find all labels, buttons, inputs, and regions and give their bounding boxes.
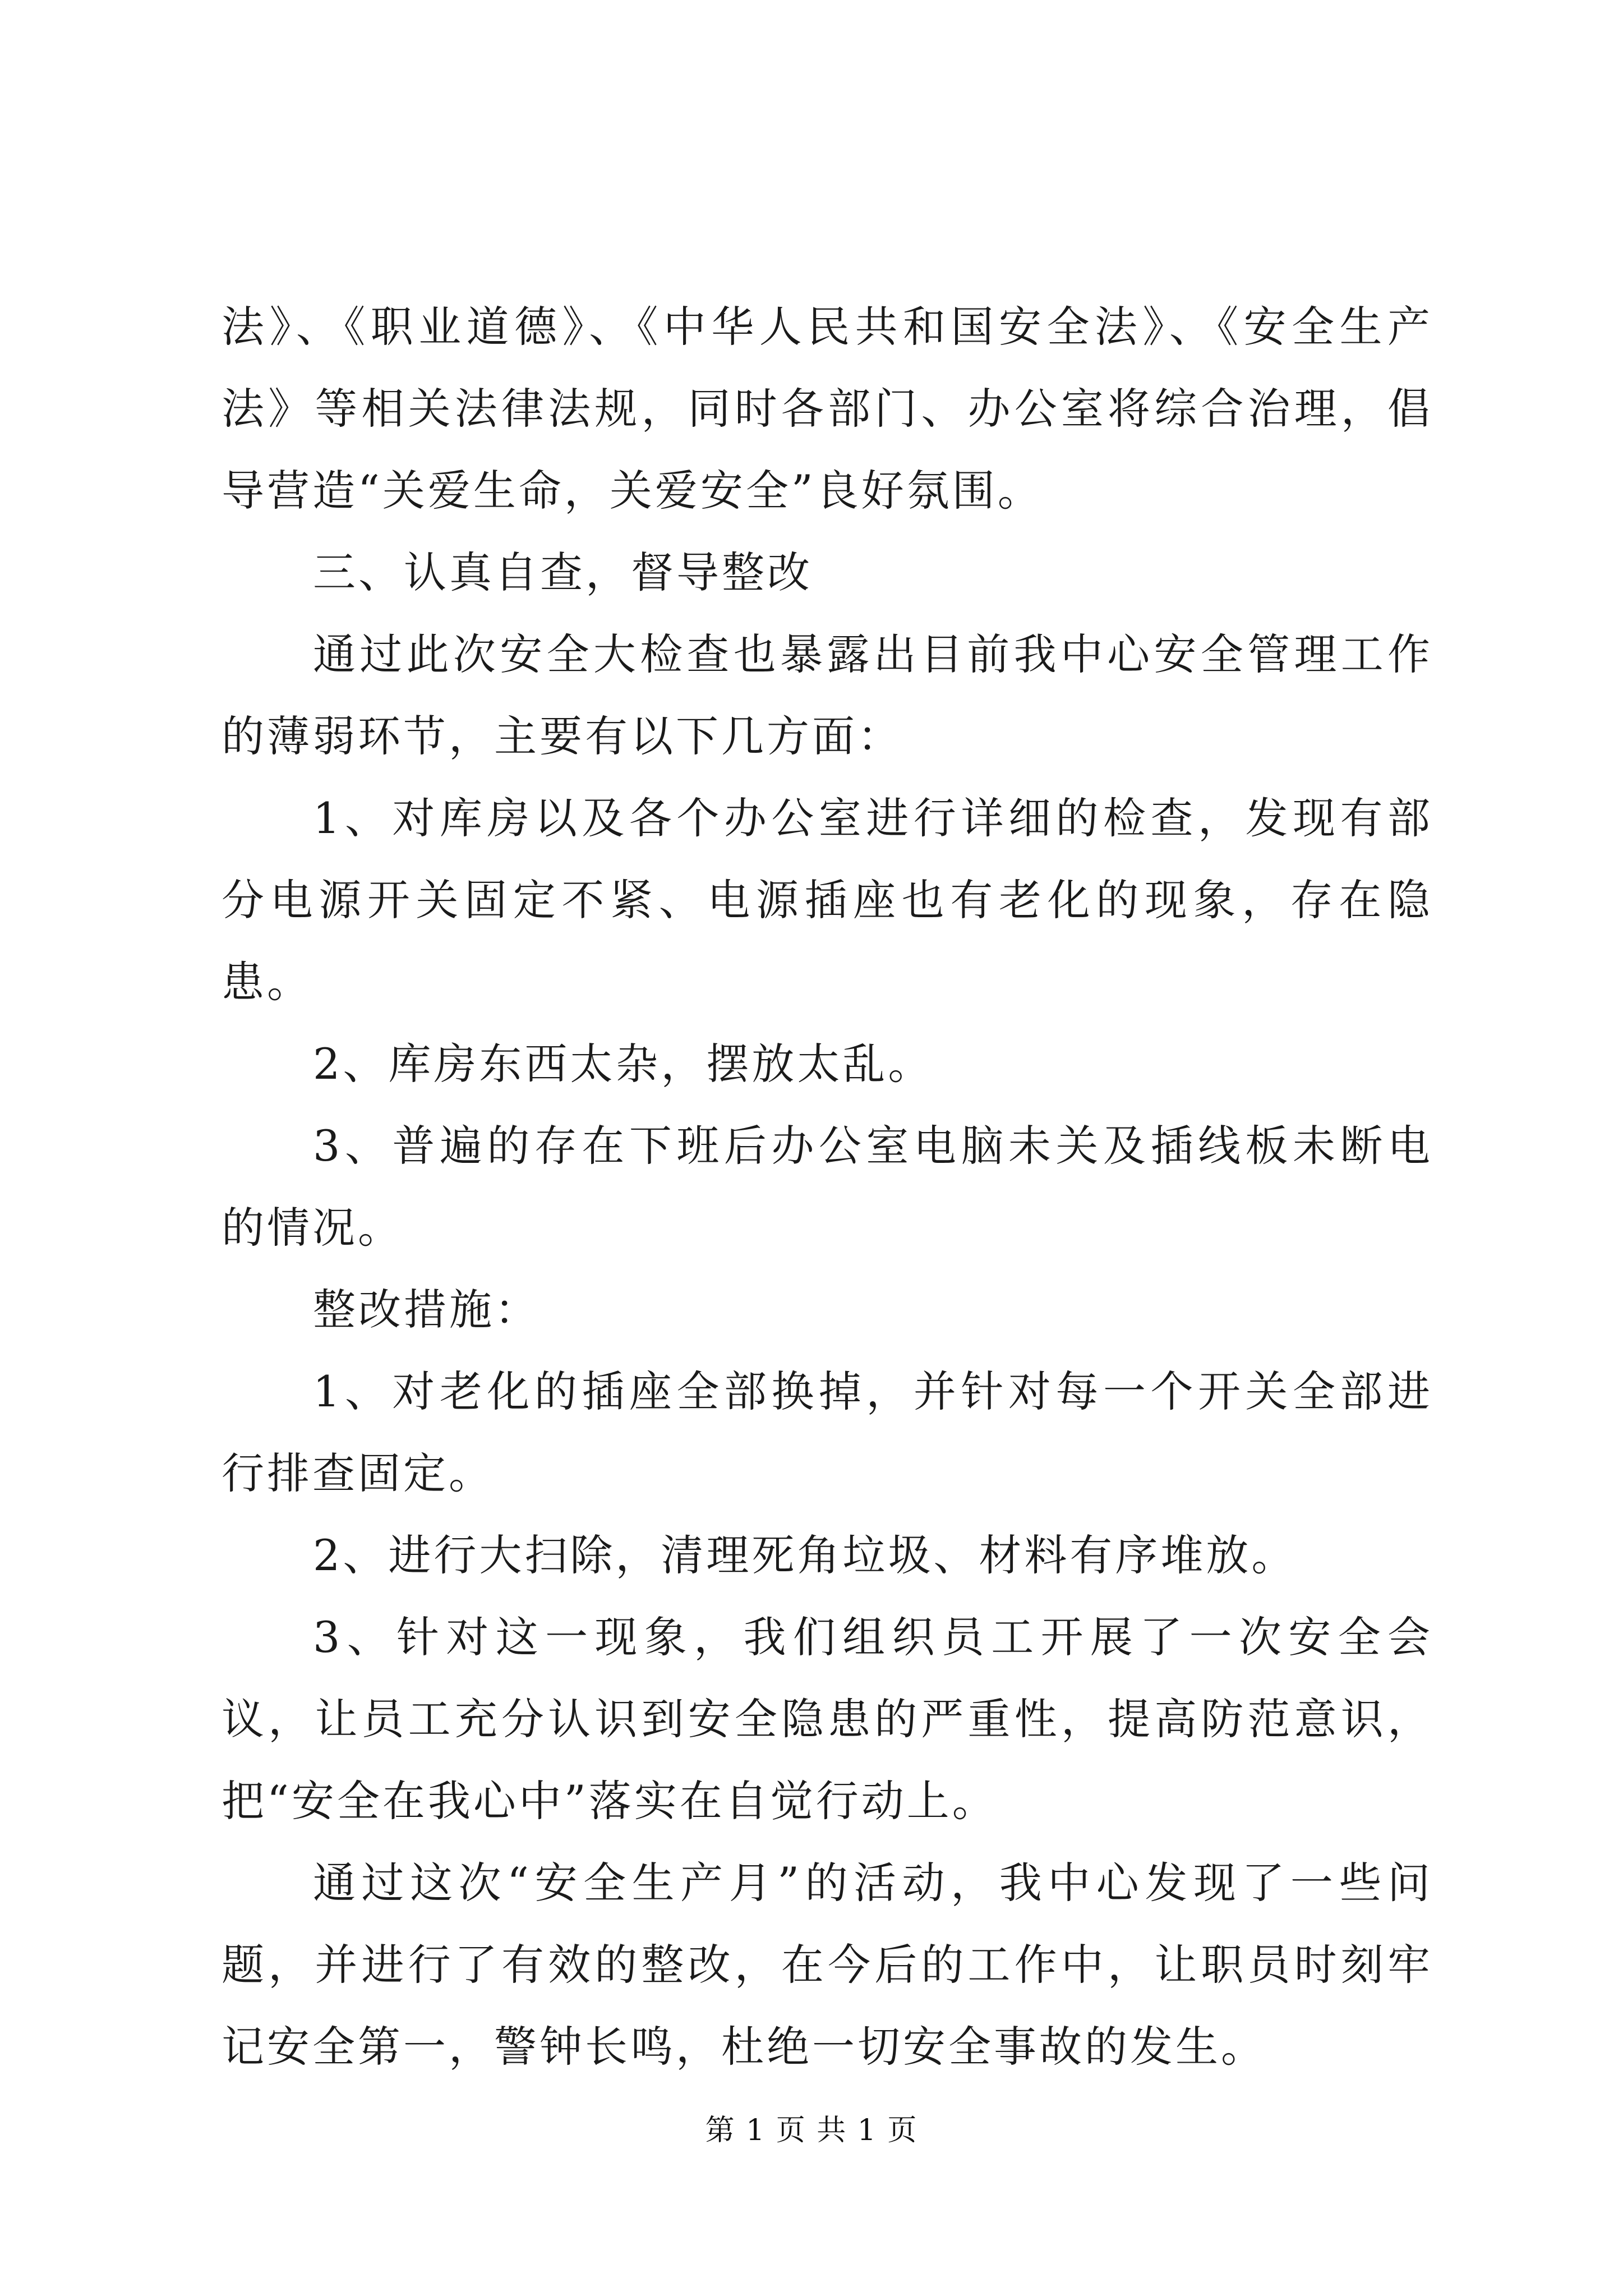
- rectification-heading: 整改措施：: [313, 1285, 540, 1335]
- document-body: [222, 286, 1433, 2088]
- paragraph-weak-links: 通过此次安全大检查也暴露出目前我中心安全管理工作的薄弱环节，主要有以下几方面：: [222, 629, 1433, 761]
- paragraph-continuation: 法》、《职业道德》、《中华人民共和国安全法》、《安全生产法》等相关法律法规，同时各部门、办公室将综合治理，倡导营造“关爱生命，关爱安全”良好氛围。: [222, 302, 1433, 516]
- issue-item-3: 3、普遍的存在下班后办公室电脑未关及插线板未断电的情况。: [222, 1121, 1433, 1253]
- issue-item-2: 2、库房东西太杂，摆放太乱。: [313, 1039, 934, 1089]
- issue-item-1: 1、对库房以及各个办公室进行详细的检查，发现有部分电源开关固定不紧、电源插座也有老化的现象，存在隐患。: [222, 793, 1433, 1007]
- page-footer: 第 1 页 共 1 页: [705, 2114, 918, 2147]
- measure-item-2: 2、进行大扫除，清理死角垃圾、材料有序堆放。: [313, 1530, 1297, 1580]
- measure-item-3: 3、针对这一现象，我们组织员工开展了一次安全会议，让员工充分认识到安全隐患的严重性，提高防范意识，把“安全在我心中”落实在自觉行动上。: [222, 1612, 1433, 1826]
- paragraph-conclusion: 通过这次“安全生产月”的活动，我中心发现了一些问题，并进行了有效的整改，在今后的工作中，让职员时刻牢记安全第一，警钟长鸣，杜绝一切安全事故的发生。: [222, 1858, 1433, 2072]
- section-heading-self-inspection: 三、认真自查，督导整改: [313, 547, 813, 597]
- measure-item-1: 1、对老化的插座全部换掉，并针对每一个开关全部进行排查固定。: [222, 1366, 1433, 1498]
